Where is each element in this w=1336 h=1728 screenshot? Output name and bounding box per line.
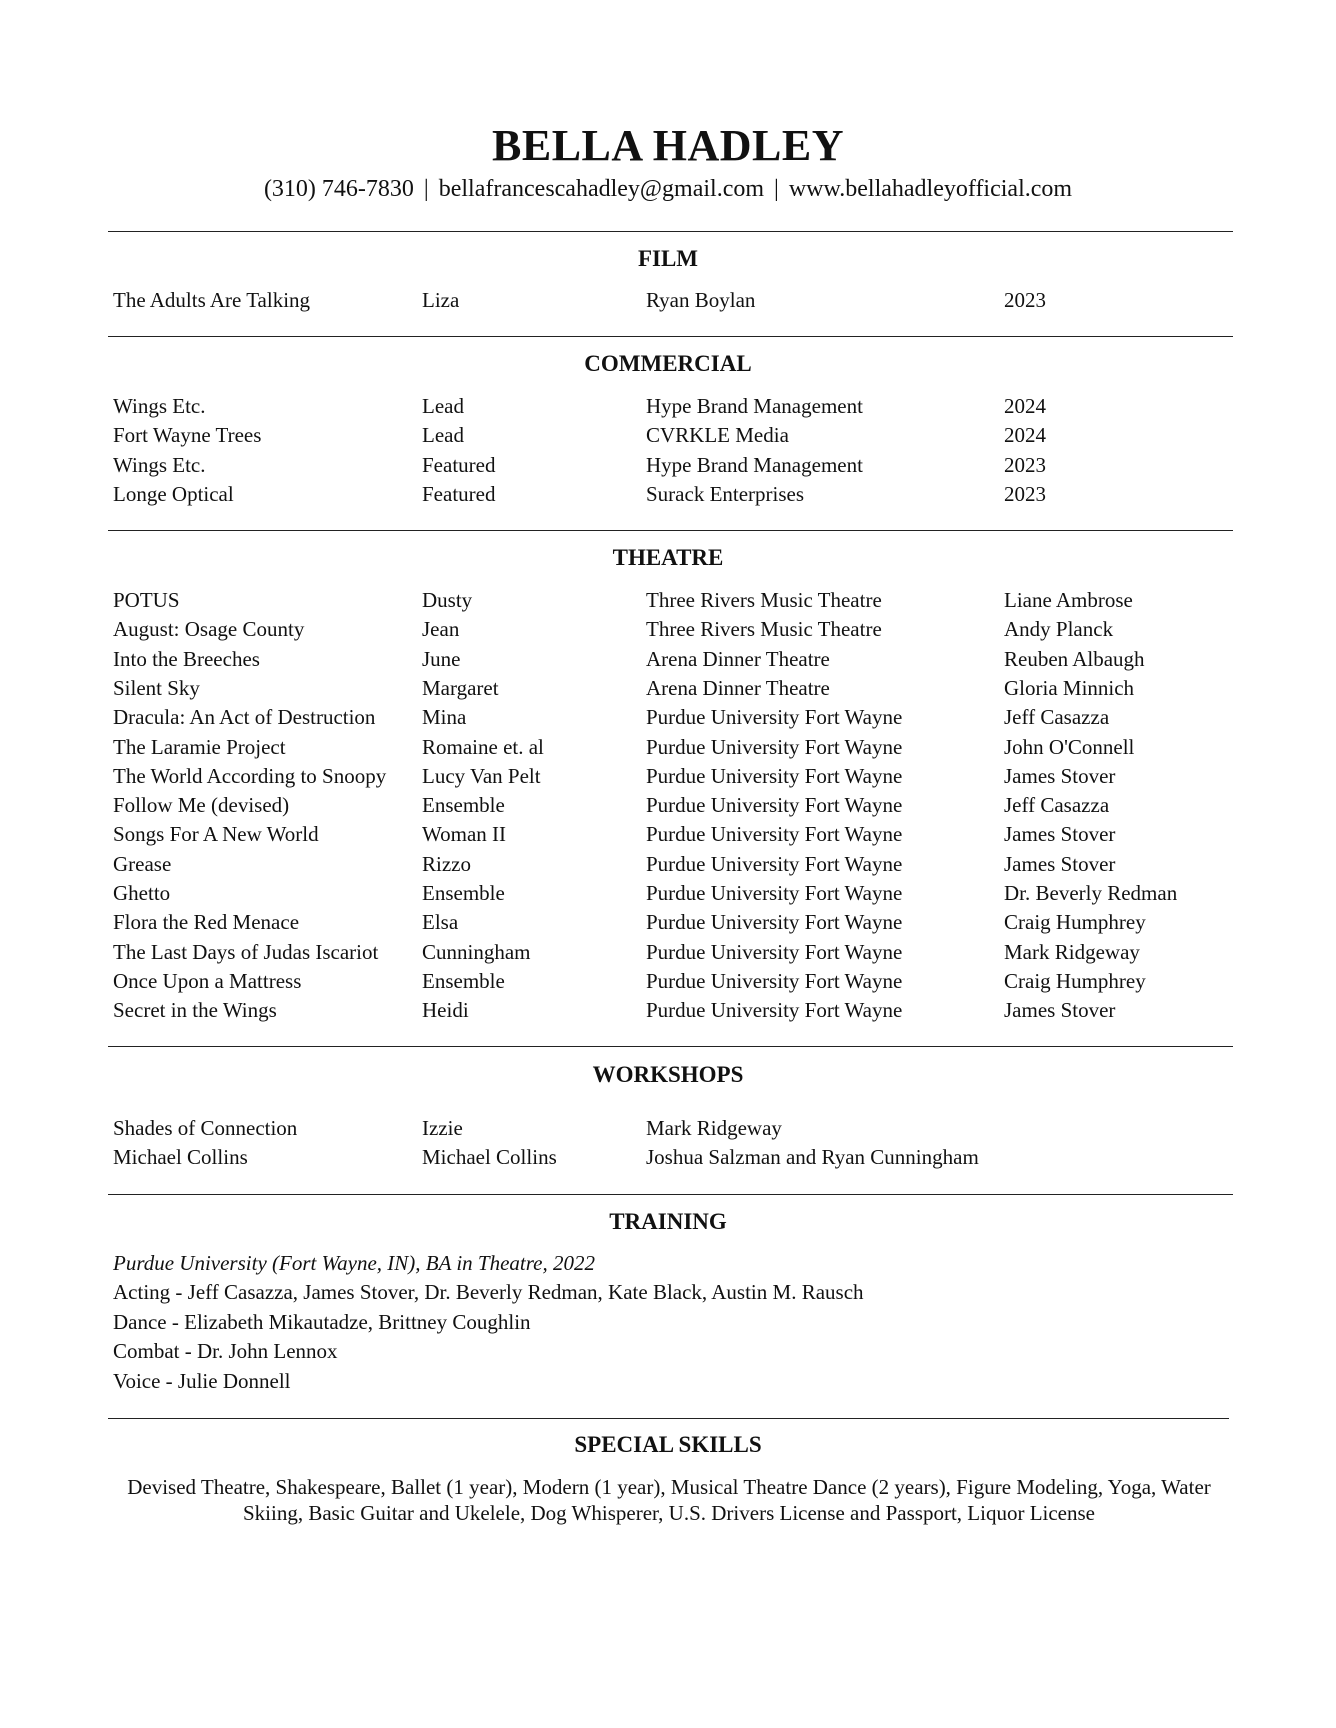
theatre-row <box>0 908 1336 937</box>
credit-role: Margaret <box>422 675 499 700</box>
credit-role: Ensemble <box>422 968 505 993</box>
credit-title: Secret in the Wings <box>113 998 277 1023</box>
credit-detail: James Stover <box>1004 998 1116 1023</box>
credit-detail: 2023 <box>1004 481 1046 506</box>
credit-role: Izzie <box>422 1116 463 1140</box>
credit-detail: 2023 <box>1004 452 1046 477</box>
section-title-training: TRAINING <box>609 1209 727 1234</box>
section-title-film: FILM <box>637 246 699 271</box>
credit-detail: Liane Ambrose <box>1004 588 1133 612</box>
theatre-row <box>0 762 1336 791</box>
credit-company: Purdue University Fort Wayne <box>646 910 903 935</box>
credit-role: Featured <box>422 452 496 477</box>
credit-role: Ensemble <box>422 881 505 905</box>
credit-title: Wings Etc. <box>113 394 206 418</box>
credit-role: Cunningham <box>422 939 531 964</box>
credit-title: Once Upon a Mattress <box>113 968 302 993</box>
credit-role: Ensemble <box>422 793 505 818</box>
credit-role: Dusty <box>422 588 473 612</box>
section-divider <box>108 231 1233 232</box>
theatre-row <box>0 850 1336 879</box>
credit-company: Ryan Boylan <box>646 288 756 312</box>
credit-company: Purdue University Fort Wayne <box>646 793 903 818</box>
credit-company: Three Rivers Music Theatre <box>646 588 882 612</box>
credit-detail: Jeff Casazza <box>1004 705 1110 730</box>
film-row <box>0 286 1336 315</box>
theatre-row <box>0 996 1336 1025</box>
credit-title: Follow Me (devised) <box>113 793 290 818</box>
credit-company: Arena Dinner Theatre <box>646 646 830 671</box>
section-title-special-skills: SPECIAL SKILLS <box>574 1432 762 1457</box>
credit-role: Lead <box>422 394 464 418</box>
credit-role: Mina <box>422 705 467 730</box>
theatre-row <box>0 703 1336 732</box>
credit-detail: 2024 <box>1004 423 1046 448</box>
commercial-row <box>0 451 1336 480</box>
special-skills-text: Devised Theatre, Shakespeare, Ballet (1 year), Modern (1 year), Musical Theatre Dance (2 years), Figure Modeling, Yoga, Water Skiing, Basic Guitar and Ukelele, Dog Whisperer, U.S. Drivers License and Passport, Liquor License <box>127 1475 1211 1525</box>
theatre-row <box>0 733 1336 762</box>
theatre-row <box>0 820 1336 849</box>
credit-title: Michael Collins <box>113 1145 248 1170</box>
theatre-row <box>0 674 1336 703</box>
credit-company: Purdue University Fort Wayne <box>646 881 903 905</box>
email-address: bellafrancescahadley@gmail.com <box>438 176 765 202</box>
credit-detail: James Stover <box>1004 822 1116 847</box>
commercial-row <box>0 480 1336 509</box>
credit-company: Hype Brand Management <box>646 452 863 477</box>
theatre-row <box>0 938 1336 967</box>
credit-title: Wings Etc. <box>113 452 206 477</box>
section-divider <box>108 1418 1229 1419</box>
theatre-row <box>0 645 1336 674</box>
credit-company: Surack Enterprises <box>646 481 805 506</box>
credit-company: Three Rivers Music Theatre <box>646 617 882 642</box>
credit-company: Arena Dinner Theatre <box>646 675 830 700</box>
credit-title: Longe Optical <box>113 481 234 506</box>
phone-number: (310) 746-7830 <box>263 176 414 202</box>
training-school: Purdue University (Fort Wayne, IN), BA in Theatre, 2022 <box>113 1251 595 1275</box>
training-line: Voice - Julie Donnell <box>113 1369 291 1393</box>
theatre-row <box>0 879 1336 908</box>
credit-detail: Mark Ridgeway <box>1004 939 1140 964</box>
credit-detail: 2024 <box>1004 394 1046 418</box>
credit-detail: 2023 <box>1004 288 1046 312</box>
training-line: Combat - Dr. John Lennox <box>113 1339 338 1363</box>
credit-title: Grease <box>113 851 172 876</box>
credit-title: The Adults Are Talking <box>113 288 311 312</box>
credit-title: Fort Wayne Trees <box>113 423 262 448</box>
credit-company: Purdue University Fort Wayne <box>646 822 903 847</box>
credit-role: Lead <box>422 423 464 448</box>
theatre-row <box>0 967 1336 996</box>
credit-company: Purdue University Fort Wayne <box>646 734 903 759</box>
credit-title: Silent Sky <box>113 675 200 700</box>
credit-title: August: Osage County <box>113 617 305 642</box>
credit-role: Featured <box>422 481 496 506</box>
credit-company: Hype Brand Management <box>646 394 863 418</box>
credit-role: Lucy Van Pelt <box>422 763 541 788</box>
credit-role: Rizzo <box>422 851 471 876</box>
credit-company: Purdue University Fort Wayne <box>646 705 903 730</box>
workshops-row <box>0 1114 1336 1143</box>
credit-company: Mark Ridgeway <box>646 1116 782 1140</box>
training-line: Dance - Elizabeth Mikautadze, Brittney Coughlin <box>113 1310 531 1334</box>
credit-role: Michael Collins <box>422 1145 557 1170</box>
credit-title: Flora the Red Menace <box>113 910 300 935</box>
credit-role: Heidi <box>422 998 469 1023</box>
section-title-workshops: WORKSHOPS <box>592 1062 744 1087</box>
credit-company: Purdue University Fort Wayne <box>646 851 903 876</box>
credit-detail: James Stover <box>1004 763 1116 788</box>
training-line: Acting - Jeff Casazza, James Stover, Dr. Beverly Redman, Kate Black, Austin M. Rausch <box>113 1280 864 1304</box>
credit-title: Dracula: An Act of Destruction <box>113 705 376 730</box>
contact-separator: | <box>423 176 429 202</box>
section-title-commercial: COMMERCIAL <box>584 351 752 376</box>
credit-detail: Dr. Beverly Redman <box>1004 881 1178 905</box>
contact-line <box>0 172 1336 206</box>
section-divider <box>108 530 1233 531</box>
credit-title: Songs For A New World <box>113 822 319 847</box>
website-url: www.bellahadleyofficial.com <box>788 176 1073 202</box>
theatre-row <box>0 615 1336 644</box>
section-divider <box>108 1194 1233 1195</box>
credit-role: Liza <box>422 288 460 312</box>
credit-company: Purdue University Fort Wayne <box>646 968 903 993</box>
credit-title: The World According to Snoopy <box>113 763 387 788</box>
credit-title: POTUS <box>113 588 180 612</box>
credit-title: Ghetto <box>113 881 171 905</box>
credit-role: Elsa <box>422 910 459 935</box>
section-divider <box>108 336 1233 337</box>
credit-company: CVRKLE Media <box>646 423 789 448</box>
credit-detail: James Stover <box>1004 851 1116 876</box>
credit-company: Purdue University Fort Wayne <box>646 763 903 788</box>
commercial-row <box>0 392 1336 421</box>
credit-detail: Gloria Minnich <box>1004 675 1135 700</box>
contact-separator: | <box>774 176 779 202</box>
credit-detail: Craig Humphrey <box>1004 910 1146 935</box>
section-divider <box>108 1046 1233 1047</box>
theatre-row <box>0 791 1336 820</box>
section-title-theatre: THEATRE <box>612 545 724 570</box>
credit-detail: Andy Planck <box>1004 617 1114 642</box>
credit-company: Joshua Salzman and Ryan Cunningham <box>646 1145 979 1170</box>
credit-role: June <box>422 646 461 671</box>
theatre-row <box>0 586 1336 615</box>
credit-detail: John O'Connell <box>1004 734 1135 759</box>
credit-role: Jean <box>422 617 460 642</box>
resume-name: BELLA HADLEY <box>492 121 844 170</box>
credit-company: Purdue University Fort Wayne <box>646 998 903 1023</box>
commercial-row <box>0 421 1336 450</box>
credit-title: Into the Breeches <box>113 646 260 671</box>
credit-title: The Last Days of Judas Iscariot <box>113 939 379 964</box>
credit-role: Woman II <box>422 822 507 847</box>
credit-detail: Reuben Albaugh <box>1004 646 1145 671</box>
workshops-row <box>0 1143 1336 1172</box>
credit-detail: Craig Humphrey <box>1004 968 1146 993</box>
credit-company: Purdue University Fort Wayne <box>646 939 903 964</box>
credit-role: Romaine et. al <box>422 734 544 759</box>
credit-title: The Laramie Project <box>113 734 286 759</box>
credit-title: Shades of Connection <box>113 1116 298 1140</box>
credit-detail: Jeff Casazza <box>1004 793 1110 818</box>
